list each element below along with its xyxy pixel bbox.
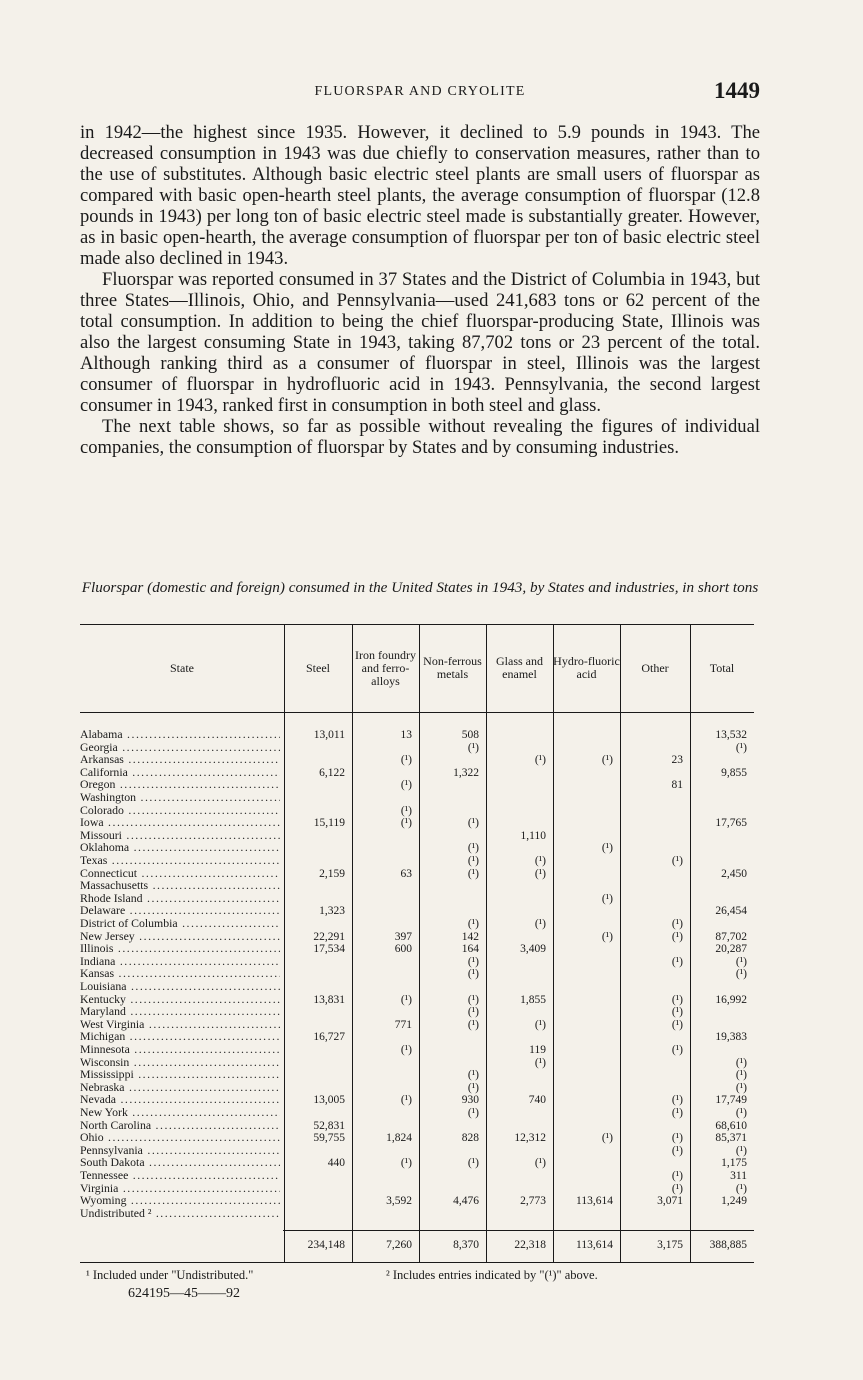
table-cell: (¹) — [735, 1144, 747, 1157]
state-name: South Dakota ..... — [80, 1155, 280, 1169]
table-cell: (¹) — [735, 968, 747, 981]
table-cell: (¹) — [671, 1018, 683, 1031]
state-name: New Jersey ..... — [80, 929, 280, 943]
state-name: Pennsylvania ..... — [80, 1143, 280, 1157]
table-cell: (¹) — [467, 1069, 479, 1082]
state-name: Indiana ..... — [80, 954, 280, 968]
state-name: Washington ..... — [80, 790, 280, 804]
state-name: Arkansas ..... — [80, 752, 280, 766]
table-cell: 113,614 — [576, 1195, 613, 1208]
table-cell: 3,071 — [657, 1195, 683, 1208]
table-cell: (¹) — [671, 993, 683, 1006]
table-cell: 13,011 — [313, 729, 345, 741]
state-name: Tennessee ..... — [80, 1168, 280, 1182]
state-name: Minnesota ..... — [80, 1042, 280, 1056]
table-cell: 63 — [400, 867, 412, 880]
table-cell: 15,119 — [313, 817, 345, 830]
table-cell: 12,312 — [514, 1132, 546, 1145]
table-cell: (¹) — [671, 1144, 683, 1157]
state-name: Alabama ..... — [80, 727, 280, 741]
page-number: 1449 — [714, 78, 760, 103]
table-cell: (¹) — [534, 754, 546, 767]
table-caption: Fluorspar (domestic and foreign) consumed in the United States in 1943, by States and industries, in short tons — [81, 579, 759, 596]
table-cell: (¹) — [534, 1018, 546, 1031]
state-name: Wyoming ..... — [80, 1193, 280, 1207]
table-cell: (¹) — [467, 1107, 479, 1119]
table-cell: 13 — [400, 729, 412, 741]
table-cell: (¹) — [671, 1182, 683, 1195]
paragraph-3: The next table shows, so far as possible without revealing the figures of individual companies, the consumption of fluorspar by States and by consuming industries. — [80, 416, 760, 458]
state-name: Ohio ..... — [80, 1130, 280, 1144]
table-cell: (¹) — [671, 955, 683, 968]
table-cell: (¹) — [735, 1056, 747, 1069]
table-cell: (¹) — [671, 930, 683, 943]
consumption-table — [80, 624, 754, 1264]
table-cell: 26,454 — [715, 905, 747, 918]
footnote-2: ² Includes entries indicated by "(¹)" above. — [386, 1268, 598, 1282]
table-cell: (¹) — [400, 1157, 412, 1170]
table-cell: 59,755 — [313, 1132, 345, 1145]
table-cell: 68,610 — [715, 1119, 747, 1132]
state-name: Michigan ..... — [80, 1029, 280, 1043]
table-cell: (¹) — [735, 1182, 747, 1195]
state-name: Virginia ..... — [80, 1181, 280, 1195]
table-bottom-rule — [80, 1262, 754, 1263]
table-cell: (¹) — [671, 1006, 683, 1019]
table-cell: (¹) — [534, 918, 546, 930]
table-cell: 2,773 — [520, 1195, 546, 1208]
state-name: Oklahoma ..... — [80, 840, 280, 854]
table-cell: 1,855 — [520, 993, 546, 1006]
running-title: FLUORSPAR AND CRYOLITE — [314, 84, 526, 99]
table-cell: 17,749 — [715, 1094, 747, 1107]
state-name: Georgia ..... — [80, 740, 280, 754]
table-cell: (¹) — [601, 1132, 613, 1145]
table-header-rule — [80, 712, 754, 713]
table-cell: 164 — [461, 943, 479, 956]
table-cell: (¹) — [671, 1044, 683, 1056]
table-cell: (¹) — [735, 1107, 747, 1119]
table-cell: 1,249 — [721, 1195, 747, 1208]
table-cell: (¹) — [467, 855, 479, 867]
table-total-rule — [283, 1230, 754, 1231]
state-name: Delaware ..... — [80, 903, 280, 917]
table-cell: 52,831 — [313, 1119, 345, 1132]
state-name: Maryland ..... — [80, 1004, 280, 1018]
table-cell: (¹) — [467, 993, 479, 1006]
state-name: Kentucky ..... — [80, 992, 280, 1006]
table-cell: (¹) — [735, 1081, 747, 1094]
total-cell: 22,318 — [514, 1239, 546, 1251]
table-cell: 508 — [461, 729, 479, 741]
table-cell: (¹) — [671, 1132, 683, 1145]
table-cell: 87,702 — [715, 930, 747, 943]
table-cell: (¹) — [467, 817, 479, 830]
total-cell: 3,175 — [657, 1239, 683, 1251]
table-cell: (¹) — [467, 918, 479, 930]
state-name: Massachusetts ..... — [80, 878, 280, 892]
table-cell: (¹) — [400, 817, 412, 830]
table-cell: (¹) — [671, 1094, 683, 1107]
table-cell: 600 — [394, 943, 412, 956]
table-cell: (¹) — [467, 867, 479, 880]
column-header: Other — [641, 660, 669, 675]
state-name: North Carolina ..... — [80, 1118, 280, 1132]
table-cell: 4,476 — [453, 1195, 479, 1208]
state-name: Iowa ..... — [80, 815, 280, 829]
table-cell: 3,409 — [520, 943, 546, 956]
state-name: Louisiana ..... — [80, 979, 280, 993]
table-cell: 19,383 — [715, 1031, 747, 1044]
footnote-1: ¹ Included under "Undistributed." — [86, 1268, 254, 1282]
table-cell: 311 — [730, 1170, 747, 1182]
table-cell: 3,592 — [386, 1195, 412, 1208]
table-cell: (¹) — [534, 855, 546, 867]
paragraph-2: Fluorspar was reported consumed in 37 States and the District of Columbia in 1943, but three States—Illinois, Ohio, and Pennsylvania—used 241,683 tons or 62 percent of the total consumption. In addition to being the chief fluorspar-producing State, Illinois was also the largest consuming State in 1943, taking 87,702 tons or 23 percent of the total. Although ranking third as a consumer of fluorspar in steel, Illinois was the largest consumer of fluorspar in hydrofluoric acid in 1943. Pennsylvania, the second largest consumer in 1943, ranked first in consumption in both steel and glass. — [80, 269, 760, 416]
table-cell: (¹) — [671, 1107, 683, 1119]
state-name: West Virginia ..... — [80, 1017, 280, 1031]
table-cell: (¹) — [400, 1044, 412, 1056]
state-name: Oregon ..... — [80, 777, 280, 791]
column-header: Total — [709, 660, 735, 675]
table-cell: 17,534 — [313, 943, 345, 956]
table-cell: 85,371 — [715, 1132, 747, 1145]
table-cell: 22,291 — [313, 930, 345, 943]
column-header: Non-ferrous metals — [423, 654, 482, 681]
table-cell: (¹) — [467, 1157, 479, 1170]
table-cell: 828 — [461, 1132, 479, 1145]
state-name: Connecticut ..... — [80, 866, 280, 880]
table-cell: (¹) — [400, 993, 412, 1006]
table-cell: 81 — [671, 779, 683, 792]
column-header: Steel — [306, 660, 330, 675]
table-cell: (¹) — [534, 1056, 546, 1069]
total-cell: 388,885 — [709, 1239, 747, 1251]
state-name: Colorado ..... — [80, 803, 280, 817]
table-cell: 2,450 — [721, 867, 747, 880]
table-cell: (¹) — [601, 842, 613, 855]
table-cell: 20,287 — [715, 943, 747, 956]
table-cell: 6,122 — [319, 766, 345, 779]
total-cell: 113,614 — [576, 1239, 613, 1251]
table-cell: (¹) — [400, 754, 412, 767]
state-name: Undistributed ² ..... — [80, 1206, 280, 1220]
table-cell: (¹) — [735, 955, 747, 968]
table-cell: (¹) — [467, 955, 479, 968]
state-name: Nevada ..... — [80, 1092, 280, 1106]
table-cell: 1,824 — [386, 1132, 412, 1145]
table-cell: 740 — [528, 1094, 546, 1107]
state-name: Rhode Island ..... — [80, 891, 280, 905]
table-cell: 23 — [671, 754, 683, 767]
table-cell: 1,175 — [721, 1157, 747, 1170]
table-cell: (¹) — [467, 741, 479, 754]
table-cell: (¹) — [400, 1094, 412, 1107]
state-name: Illinois ..... — [80, 941, 280, 955]
table-cell: 771 — [394, 1018, 412, 1031]
table-cell: 2,159 — [319, 867, 345, 880]
table-cell: 13,532 — [715, 729, 747, 741]
table-cell: (¹) — [400, 779, 412, 792]
table-cell: (¹) — [467, 1018, 479, 1031]
table-cell: (¹) — [400, 804, 412, 817]
table-cell: 17,765 — [715, 817, 747, 830]
total-cell: 8,370 — [453, 1239, 479, 1251]
table-cell: (¹) — [534, 867, 546, 880]
state-name: Missouri ..... — [80, 828, 280, 842]
state-name: Texas ..... — [80, 853, 280, 867]
table-cell: 16,727 — [313, 1031, 345, 1044]
state-name: Mississippi ..... — [80, 1067, 280, 1081]
table-cell: 13,831 — [313, 993, 345, 1006]
state-name: Wisconsin ..... — [80, 1055, 280, 1069]
column-header: Hydro-fluoric acid — [553, 654, 620, 681]
column-header: Glass and enamel — [496, 654, 543, 681]
table-cell: (¹) — [601, 930, 613, 943]
table-cell: 930 — [461, 1094, 479, 1107]
table-cell: 119 — [529, 1044, 546, 1056]
table-cell: (¹) — [601, 892, 613, 905]
table-cell: 397 — [394, 930, 412, 943]
table-cell: (¹) — [735, 741, 747, 754]
body-text — [80, 122, 760, 458]
printer-code: 624195—45——92 — [128, 1286, 240, 1301]
page-header — [80, 78, 760, 108]
state-name: New York ..... — [80, 1105, 280, 1119]
table-cell: (¹) — [467, 968, 479, 981]
table-cell: (¹) — [671, 918, 683, 930]
table-cell: (¹) — [671, 1170, 683, 1182]
state-name: Nebraska ..... — [80, 1080, 280, 1094]
table-cell: 1,110 — [520, 829, 546, 842]
column-header: State — [170, 660, 194, 675]
table-cell: (¹) — [671, 855, 683, 867]
table-cell: 13,005 — [313, 1094, 345, 1107]
table-cell: 142 — [461, 930, 479, 943]
table-cell: 1,322 — [453, 766, 479, 779]
column-header: Iron foundry and ferro-alloys — [355, 647, 416, 688]
table-cell: (¹) — [467, 1006, 479, 1019]
total-cell: 7,260 — [386, 1239, 412, 1251]
table-cell: (¹) — [735, 1069, 747, 1082]
table-cell: 9,855 — [721, 766, 747, 779]
table-cell: (¹) — [467, 1081, 479, 1094]
table-cell: (¹) — [601, 754, 613, 767]
state-name: Kansas ..... — [80, 966, 280, 980]
table-cell: (¹) — [534, 1157, 546, 1170]
total-cell: 234,148 — [307, 1239, 345, 1251]
paragraph-1: in 1942—the highest since 1935. However, it declined to 5.9 pounds in 1943. The decreased consumption in 1943 was due chiefly to conservation measures, rather than to the use of substitutes. Although basic electric steel plants are small users of fluorspar as compared with basic open-hearth steel plants, the average consumption of fluorspar (12.8 pounds in 1943) per long ton of basic electric steel made is substantially greater. However, as in basic open-hearth, the average consumption of fluorspar per ton of basic electric steel made also declined in 1943. — [80, 122, 760, 269]
state-name: California ..... — [80, 765, 280, 779]
table-cell: 440 — [327, 1157, 345, 1170]
state-name: District of Columbia ..... — [80, 916, 280, 930]
table-cell: (¹) — [467, 842, 479, 855]
table-cell: 16,992 — [715, 993, 747, 1006]
table-cell: 1,323 — [319, 905, 345, 918]
